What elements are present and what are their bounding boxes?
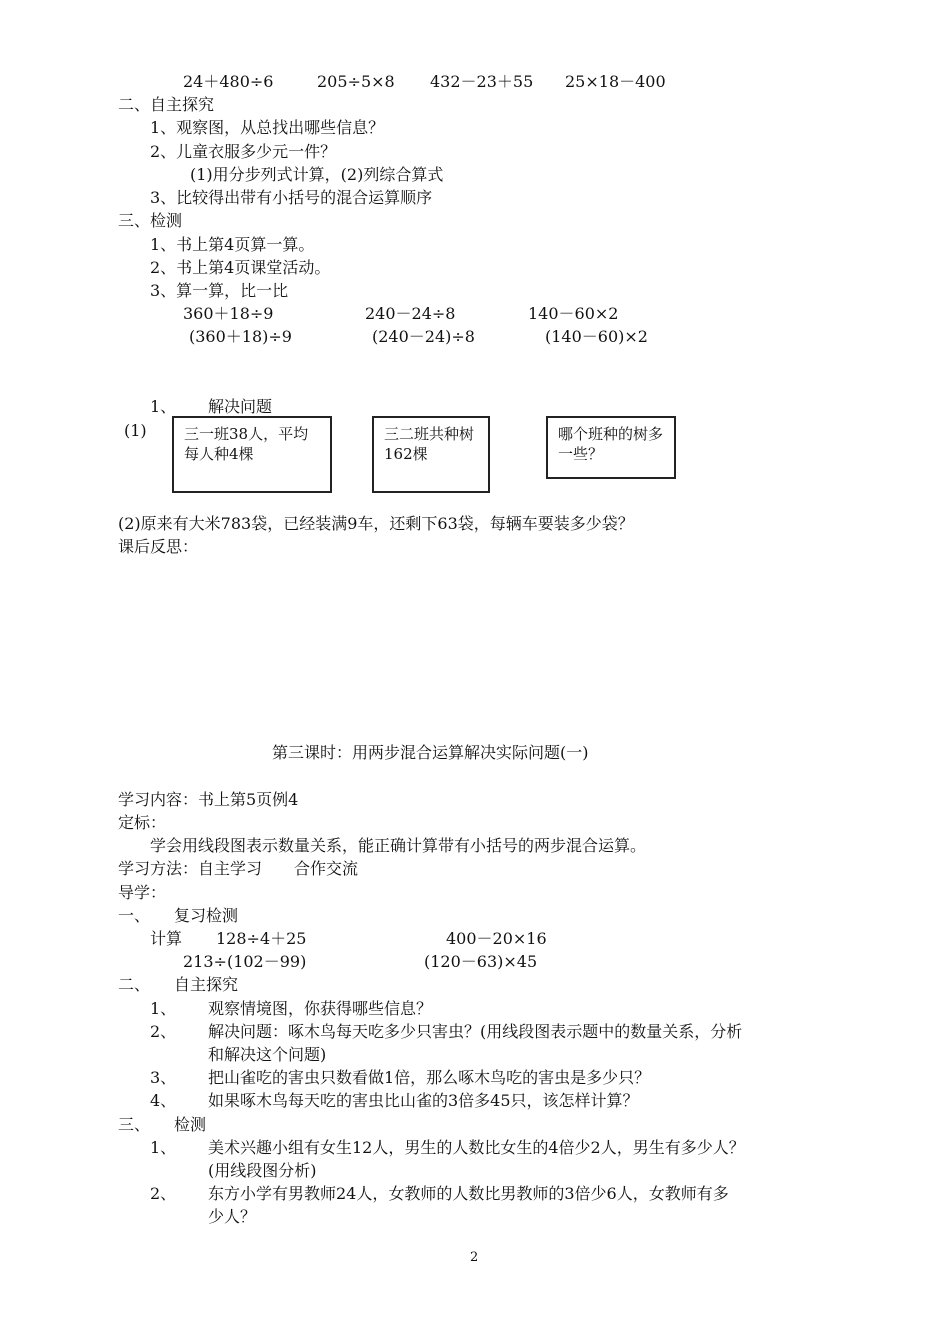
- page-title: 第三课时：用两步混合运算解决实际问题(一): [272, 743, 589, 762]
- item-text: 把山雀吃的害虫只数看做1倍，那么啄木鸟吃的害虫是多少只？: [208, 1068, 651, 1087]
- learning-method: 学习方法：自主学习 合作交流: [118, 859, 359, 878]
- list-item: 2、书上第4页课堂活动。: [150, 258, 331, 277]
- sub-label: (1): [124, 421, 147, 440]
- list-item: 2、儿童衣服多少元一件？: [150, 142, 337, 161]
- compare-expr: (360＋18)÷9: [189, 327, 292, 346]
- item-number: 2、: [150, 1184, 177, 1203]
- item-text: 东方小学有男教师24人，女教师的人数比男教师的3倍少6人，女教师有多: [208, 1184, 729, 1203]
- problem-number: 1、: [150, 397, 177, 416]
- goal-text: 学会用线段图表示数量关系，能正确计算带有小括号的两步混合运算。: [150, 836, 647, 855]
- item-number: 1、: [150, 1138, 177, 1157]
- calc-label: 计算: [150, 929, 183, 948]
- section-heading: 自主探究: [174, 975, 239, 994]
- section-number: 三、: [118, 1115, 151, 1134]
- item-text-cont: 和解决这个问题): [208, 1045, 327, 1064]
- review-expr-3: 432－23＋55: [430, 72, 534, 91]
- review-expr-2: 205÷5×8: [317, 72, 395, 91]
- item-number: 1、: [150, 999, 177, 1018]
- compare-expr: 360＋18÷9: [183, 304, 274, 323]
- compare-expr: 140－60×2: [528, 304, 619, 323]
- item-text: 解决问题：啄木鸟每天吃多少只害虫？(用线段图表示题中的数量关系，分析: [208, 1022, 743, 1041]
- problem-heading: 解决问题: [208, 397, 273, 416]
- item-number: 3、: [150, 1068, 177, 1087]
- item-text: 观察情境图，你获得哪些信息？: [208, 999, 433, 1018]
- section-heading: 复习检测: [174, 906, 239, 925]
- section-number: 二、: [118, 975, 151, 994]
- calc-expr: (120－63)×45: [424, 952, 538, 971]
- review-expr-1: 24＋480÷6: [183, 72, 274, 91]
- info-box-class-2: 三二班共种树162棵: [372, 416, 490, 493]
- goal-label: 定标：: [118, 813, 167, 832]
- compare-expr: (240－24)÷8: [372, 327, 475, 346]
- guide-label: 导学：: [118, 883, 167, 902]
- review-expr-4: 25×18－400: [565, 72, 666, 91]
- question-box: 哪个班种的树多一些？: [546, 416, 676, 479]
- section-heading: 二、自主探究: [118, 95, 215, 114]
- section-heading: 三、检测: [118, 211, 183, 230]
- section-heading: 检测: [174, 1115, 207, 1134]
- sub-item: (1)用分步列式计算，(2)列综合算式: [190, 165, 444, 184]
- calc-expr: 400－20×16: [446, 929, 547, 948]
- item-number: 4、: [150, 1091, 177, 1110]
- info-box-class-1: 三一班38人，平均每人种4棵: [172, 416, 332, 493]
- calc-expr: 213÷(102－99): [183, 952, 307, 971]
- problem-2: (2)原来有大米783袋，已经装满9车，还剩下63袋，每辆车要装多少袋？: [118, 514, 634, 533]
- list-item: 3、比较得出带有小括号的混合运算顺序: [150, 188, 433, 207]
- item-text-cont: 少人？: [208, 1207, 257, 1226]
- list-item: 1、书上第4页算一算。: [150, 235, 315, 254]
- item-text-cont: (用线段图分析): [208, 1161, 317, 1180]
- compare-expr: (140－60)×2: [545, 327, 648, 346]
- item-text: 如果啄木鸟每天吃的害虫比山雀的3倍多45只，该怎样计算？: [208, 1091, 639, 1110]
- compare-expr: 240－24÷8: [365, 304, 456, 323]
- item-number: 2、: [150, 1022, 177, 1041]
- list-item: 3、算一算，比一比: [150, 281, 289, 300]
- item-text: 美术兴趣小组有女生12人，男生的人数比女生的4倍少2人，男生有多少人？: [208, 1138, 745, 1157]
- list-item: 1、观察图，从总找出哪些信息？: [150, 118, 385, 137]
- learning-content: 学习内容：书上第5页例4: [118, 790, 299, 809]
- calc-expr: 128÷4＋25: [216, 929, 307, 948]
- page-number: 2: [470, 1250, 479, 1265]
- section-number: 一、: [118, 906, 151, 925]
- reflection-label: 课后反思：: [118, 537, 199, 556]
